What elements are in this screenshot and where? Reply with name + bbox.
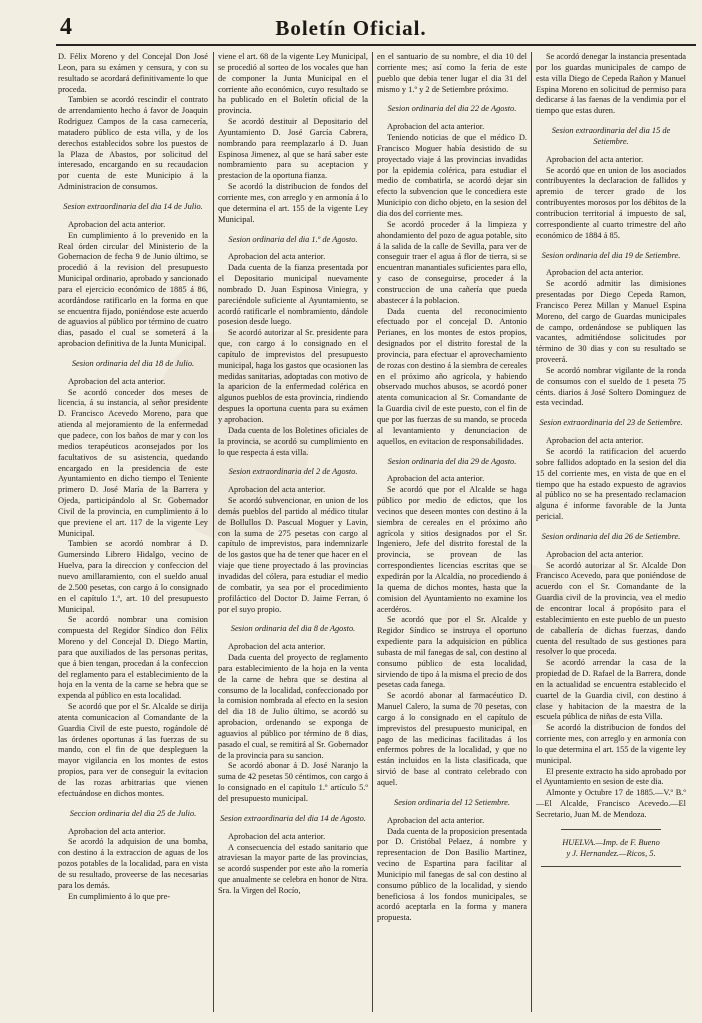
paragraph: viene el art. 68 de la vigente Ley Municipal, se procedió al sorteo de los vocales que han de componer la Junta Municipal en el corriente año económico, cuyo resultado se ha publicado en el Boletín oficial de la provincia.	[218, 52, 368, 116]
paragraph: Se acordó arrendar la casa de la propiedad de D. Rafael de la Barrera, donde en la actualidad se encuentra establecido el cuartel de la Guardia civil, con destino á clase y habitacion de la maestra de la escuela pública de niñas de esta Villa.	[536, 658, 686, 722]
paragraph: Se acordó autorizar al Sr. Alcalde Don Francisco Acevedo, para que poniéndose de acuerdo con el Sr. Comandante de la Guardia civil de la provincia, vea el medio de encontrar local á propósito para el establecimiento en este pueblo de un puesto de caballería de dichas fuerzas, dando cuenta del resultado de sus gestiones para resolver lo que proceda.	[536, 560, 686, 657]
session-heading: Sesion ordinaria del dia 26 de Setiembre.	[541, 531, 681, 541]
session-heading: Sesion ordinaria del dia 8 de Agosto.	[230, 624, 356, 634]
column-2	[218, 52, 368, 1012]
paragraph: D. Félix Moreno y del Concejal Don José Leon, para su exámen y censura, y con su resultado se acordará definitivamente lo que proceda.	[58, 52, 208, 94]
imprint-line-2: y J. Hernandez.—Ricos, 5.	[566, 848, 656, 858]
page-number: 4	[60, 14, 72, 40]
paragraph: Aprobacion del acta anterior.	[387, 474, 485, 484]
paragraph: Se acordó conceder dos meses de licencia, á su instancia, al señor presidente D. Francisco Acevedo Moreno, para que atienda al mejoramiento de la enfermedad que padece, con los baños de mar y con los medios terapéuticos aconsejados por los facultativos de su asistencia, quedando encargado en la presidencia de este Ayuntamiento en dicho tiempo el Teniente primero D. José María de la Barrera y Ojeda, participándolo al Sr. Gobernador Civil de la provincia, en cumplimiento á lo que previene el art. 117 de la vigente Ley Municipal.	[58, 387, 208, 538]
session-heading: Sesion ordinaria del dia 29 de Agosto.	[387, 456, 517, 466]
paragraph: Se acordó la ratificacion del acuerdo sobre fallidos adoptado en la sesion del dia 15 del corriente mes, en vista de que en el tiempo que ha estado expuesto de agravios al público no se ha presentado reclamacion alguna é informe favorable de la Junta pericial.	[536, 447, 686, 522]
paragraph: Dada cuenta del reconocimiento efectuado por el concejal D. Antonio Perianes, en los montes de estos propios, designados por el distrito forestal de la provincia, para efectuar el aprovechamiento de rozas con destino á la siembra de cereales en el próximo año agrícola, y habiendo observado muchos abusos, se acordó poner atenta comunicacion al Sr. Comandante de la Guardia civil de este puesto, con el fin de que por las fuerzas de su mando, se proceda al levantamiento y denunciacion de aquellos, en evitacion de responsabilidades.	[377, 306, 527, 446]
paragraph: Se acordó abonar al farmacéutico D. Manuel Calero, la suma de 70 pesetas, con cargo á lo consignado en el capítulo de imprevistos del presupuesto municipal, en pago de las medicinas facilitadas á los enfermos pobres de la localidad, y que no están incluidos en la lista clasificada, que sirvió de base al contrato celebrado con aquel.	[377, 691, 527, 787]
paragraph: Se acordó denegar la instancia presentada por los guardas municipales de campo de esta villa Diego de Cepeda Rañon y Manuel Espina Moreno en solicitud de permiso para dedicarse á las faenas de la vendimia por el tiempo que estas duren.	[536, 52, 686, 116]
imprint-rule	[541, 866, 681, 867]
paragraph: Aprobacion del acta anterior.	[228, 252, 326, 262]
paragraph: Se acordó la adquision de una bomba, con destino á la extraccion de aguas de los pozos potables de la localidad, para en vista de su resultado, proveerse de las necesarias para los demás.	[58, 837, 208, 890]
paragraph: Aprobacion del acta anterior.	[228, 642, 326, 652]
paragraph: Se acordó que en union de los asociados contribuyentes la declaracion de fallidos y apremio de tercer grado de los contribuyentes morosos por los débitos de la contribucion territorial á impuesto de sal, correspondiente al cuarto trimestre del año económico de 1884 á 85.	[536, 165, 686, 240]
session-heading: Sesion ordinaria del dia 19 de Setiembre.	[541, 250, 681, 260]
header-rule	[56, 44, 696, 46]
session-heading: Sesion ordinaria del 12 Setiembre.	[394, 797, 510, 807]
paragraph: Dada cuenta del proyecto de reglamento para establecimiento de la hoja en la venta de la carne de hebra que se destina al consumo de la localidad, confeccionado por la comision nombrada al efecto en la sesion del dia 18 de Julio último, se acordó su aprobacion, ordenando se exponga de aguavios al público por término de 8 dias, pasado el cual, se remitirá al Sr. Gobernador de la provincia para su sancion.	[218, 653, 368, 760]
session-heading: Sesion ordinaria del dia 18 de Julio.	[71, 358, 195, 368]
paragraph: Se acordó subvencionar, en union de los demás pueblos del partido al médico titular de Bollullos D. Pascual Moguer y Lavin, con la suma de 275 pesetas con cargo al capítulo de imprevistos, para indemnizarle de los gastos que ha de tener que hacer en el viaje que tiene proyectado á las provincias invadidas del cólera, para estudiar el medio de combatir, ya sea por el procedimiento profiláctico del Doctor D. Jaime Ferran, ó por el suyo propio.	[218, 496, 368, 614]
paragraph: Se acordó que por el Alcalde se haga público por medio de edictos, que los vecinos que deseen montes con destino á la siembra de cereales en el próximo año agrícola y sitios designados por el Sr. Ingeniero, Jefe del distrito forestal de la provincia, se provean de las correspondientes licencias escritas que se expedirán por la Alcaldía, no procediendo á la quema de dichos montes, hasta que la comision del Ayuntamiento no examine los acerdéros.	[377, 485, 527, 614]
paragraph: en el santuario de su nombre, el dia 10 del corriente mes; así como la feria de este pueblo que debia tener lugar el dia 31 del mismo y 1.º y 2 de Setiembre próximo.	[377, 52, 527, 94]
paragraph: Aprobacion del acta anterior.	[387, 815, 485, 825]
column-4	[536, 52, 686, 1012]
paragraph: Aprobacion del acta anterior.	[546, 268, 644, 278]
paragraph: Se acordó la distribucion de fondos del corriente mes, con arreglo y en armonía á lo que determina el art. 155 de la vigente Ley Municipal.	[218, 182, 368, 224]
closing-rule	[561, 829, 661, 830]
column-4-body	[536, 52, 686, 821]
session-heading: Sesion ordinaria del dia 22 de Agosto.	[387, 104, 517, 114]
paragraph: Aprobacion del acta anterior.	[387, 122, 485, 132]
paragraph: En cumplimiento á lo prevenido en la Real órden circular del Ministerio de la Gobernacion de fecha 9 de Junio último, se procedió á la revision del presupuesto Municipal ordinario, aprobado y sancionado para el ejercicio económico de 1885 á 86, acordándose ratificarlo en la forma en que se encuentra fijado, poniéndose este acuerdo de aguavios al público por término de cuatro dias, pasado el cual se someterá á la aprobacion definitiva de la Junta Municipal.	[58, 230, 208, 349]
column-divider	[531, 52, 532, 1012]
column-divider	[372, 52, 373, 1012]
session-heading: Sesion ordinaria del dia 1.º de Agosto.	[228, 234, 358, 244]
newspaper-title: Boletín Oficial.	[275, 16, 427, 40]
paragraph: Dada cuenta de la proposicion presentada por D. Cristóbal Pelaez, á nombre y representacion de Don Basilio Martinez, vecino de Espartina para facilitar al Municipio mil fanegas de sal con destino al consumo público de la localidad, y siendo beneficiosa á los fondos municipales, se acordó aceptarla en la forma y manera propuesta.	[377, 826, 527, 923]
paragraph: Aprobacion del acta anterior.	[68, 826, 166, 836]
paragraph: Se acordó destituir al Depositario del Ayuntamiento D. José García Cabrera, nombrando para reemplazarlo á D. Juan Espinosa Jimenez, al que se hará saber este nombramiento para su aceptacion y prestacion de la oportuna fianza.	[218, 117, 368, 181]
paragraph: Se acordó admitir las dimisiones presentadas por Diego Cepeda Ramon, Francisco Perez Millan y Manuel Espina Moreno, del cargo de Guardas municipales de campo, ordenándose se publiquen las vacantes, admitiéndose solicitudes por término de 30 dias y con su resultado se proveerá.	[536, 279, 686, 365]
paragraph: En cumplimiento á lo que pre-	[68, 891, 171, 901]
paragraph: Aprobacion del acta anterior.	[546, 549, 644, 559]
paragraph: Se acordó nombrar vigilante de la ronda de consumos con el sueldo de 1 peseta 75 cénts. diarios á José Soltero Dominguez de esta vecindad.	[536, 365, 686, 408]
paragraph: Se acordó proceder á la limpieza y ahondamiento del pozo de agua potable, sito á la salida de la calle de Sevilla, para ver de conseguir traer el agua á flor de tierra, si se encuentran manantiales suficientes para ello, y caso de conseguirse, proceder á la construccion de una cañería que pueda abastecer á la poblacion.	[377, 219, 527, 305]
session-heading: Sesion extraordinaria del dia 15 de Setiembre.	[551, 126, 671, 146]
paragraph: Se acordó autorizar al Sr. presidente para que, con cargo á lo consignado en el capítulo de imprevistos del presupuesto municipal, haga los gastos que ocasionen las medidas sanitarias, adoptadas con motivo de la aparicion de la enfermedad colérica en algunos pueblos de esta provincia, rindiendo despues la oportuna cuenta para su exámen y aprobacion.	[218, 328, 368, 424]
column-divider	[213, 52, 214, 1012]
session-heading: Seccion ordinaria del dia 25 de Julio.	[69, 808, 197, 818]
paragraph: Dada cuenta de los Boletines oficiales de la provincia, se acordó su cumplimiento en lo que respecta á esta villa.	[218, 425, 368, 457]
session-heading: Sesion extraordinaria del 23 de Setiembre.	[539, 418, 683, 428]
paragraph: Tambien se acordó nombrar á D. Gumersindo Librero Hidalgo, vecino de Huelva, para la direccion y confeccion del nuevo amillaramiento, con el sueldo anual de 2.500 pesetas, con cargo á lo consignado en el capítulo 1.º, art. 10 del presupuesto Municipal.	[58, 539, 208, 614]
paragraph: El presente extracto ha sido aprobado por el Ayuntamiento en sesion de este dia.	[536, 766, 686, 787]
paragraph: Se acordó la distribucion de fondos del corriente mes, con arreglo y en armonía con lo que determina el art. 155 de la vigente ley municipal.	[536, 723, 686, 765]
session-heading: Sesion extraordinaria del dia 14 de Julio.	[63, 201, 203, 211]
column-3	[377, 52, 527, 1012]
page-header	[0, 0, 702, 46]
paragraph: Aprobacion del acta anterior.	[228, 485, 326, 495]
paragraph: A consecuencia del estado sanitario que atraviesan la mayor parte de las provincias, se acordó suspender por este año la romería que anualmente se celebra en honor de Ntra. Sra. la Virgen del Rocío,	[218, 842, 368, 895]
paragraph: Aprobacion del acta anterior.	[228, 831, 326, 841]
paragraph: Dada cuenta de la fianza presentada por el Depositario municipal nuevamente nombrado D. Juan Espinosa Viniegra, y pareciéndole suficiente al Ayuntamiento, se acordó ratificarle el nombramiento, dándole posesion desde luego.	[218, 263, 368, 327]
paragraph: Aprobacion del acta anterior.	[68, 219, 166, 229]
paragraph: Tambien se acordó rescindir el contrato de arrendamiento hecho á favor de Joaquin Rodriguez Campos de la casa carnecería, matadero público de esta villa, y de los derechos establecidos sobre los puestos de la Plaza de Abastos, por solicitud del interesado, encargando en su recaudacion por cuenta de este Municipio á la Administracion de consumos.	[58, 95, 208, 192]
paragraph: Se acordó que por el Sr. Alcalde y Regidor Síndico se instruya el oportuno expediente para la adquisicion en pública subasta de mil fanegas de sal, con destino al consumo público de esta localidad, sirviendo de tipo á la misma el precio de dos pesetas cada fanega.	[377, 615, 527, 690]
paragraph: Se acordó nombrar una comision compuesta del Regidor Síndico don Félix Moreno y del Concejal D. Diego Martin, para que auxiliados de las personas peritas, que á bien tengan, procedan á la confeccion del reglamento para el establecimiento de la hoja en la venta de la carne se hebra que se expenda al público en esta localidad.	[58, 615, 208, 701]
imprint-line-1: HUELVA.—Imp. de F. Bueno	[562, 837, 660, 847]
paragraph: Teniendo noticias de que el médico D. Francisco Moguer había desistido de su proyectado viaje á las provincias invadidas por la epidemia colérica, para estudiar el medio de combatirla, se acordó dejar sin efecto la subvencion que le concediera este Municipio con dicho objeto, en la sesion del dia dos del corriente mes.	[377, 133, 527, 218]
paragraph: Aprobacion del acta anterior.	[546, 154, 644, 164]
paragraph: Aprobacion del acta anterior.	[68, 376, 166, 386]
paragraph: Se acordó abonar á D. José Naranjo la suma de 42 pesetas 50 céntimos, con cargo á lo consignado en el capítulo 1.º artículo 5.º del presupuesto municipal.	[218, 761, 368, 803]
paragraph: Almonte y Octubre 17 de 1885.—V.º B.º—El Alcalde, Francisco Acevedo.—El Secretario, Juan M. de Mendoza.	[536, 788, 686, 819]
session-heading: Sesion extraordinaria del 2 de Agosto.	[228, 467, 358, 477]
column-1	[58, 52, 208, 1012]
session-heading: Sesion extraordinaria del dia 14 de Agosto.	[220, 813, 366, 823]
paragraph: Se acordó que por el Sr. Alcalde se dirija atenta comunicacion al Comandante de la Guardia Civil de este puesto, rogándole dé las órdenes oportunas á las fuerzas de su mando, con el fin de que despleguen la mayor vigilancia en los montes de estos propios, para ver de conseguir la evitacion de las rozas arbitrarias que vienen efectuándose en dichos montes.	[58, 702, 208, 798]
paragraph: Aprobacion del acta anterior.	[546, 436, 644, 446]
